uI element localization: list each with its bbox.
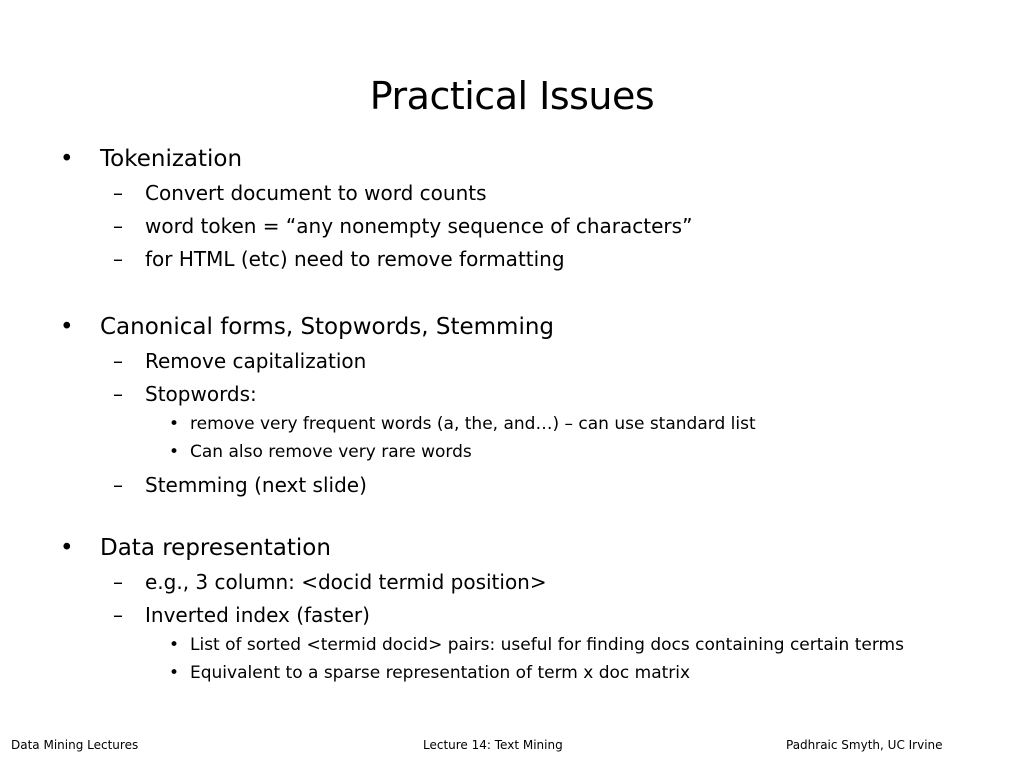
sub-item-text: Stemming (next slide): [145, 473, 367, 497]
small-bullet-marker: •: [169, 414, 180, 434]
sub-sub-item-text: Can also remove very rare words: [190, 442, 472, 462]
slide-title: Practical Issues: [369, 74, 655, 118]
sub-item-text: Inverted index (faster): [145, 603, 370, 627]
sub-item-text: word token = “any nonempty sequence of characters”: [145, 214, 693, 238]
sub-item-text: for HTML (etc) need to remove formatting: [145, 247, 565, 271]
dash-marker: –: [113, 247, 123, 271]
dash-marker: –: [113, 181, 123, 205]
dash-marker: –: [113, 603, 123, 627]
footer-center: Lecture 14: Text Mining: [423, 738, 563, 752]
bullet-marker: •: [60, 535, 74, 561]
sub-item-text: e.g., 3 column: <docid termid position>: [145, 570, 547, 594]
dash-marker: –: [113, 382, 123, 406]
bullet-marker: •: [60, 314, 74, 340]
sub-sub-item-text: remove very frequent words (a, the, and…) – can use standard list: [190, 414, 756, 434]
dash-marker: –: [113, 349, 123, 373]
bullet-marker: •: [60, 146, 74, 172]
footer-left: Data Mining Lectures: [11, 738, 139, 752]
bullet-text: Canonical forms, Stopwords, Stemming: [100, 314, 555, 340]
sub-item-text: Remove capitalization: [145, 349, 367, 373]
dash-marker: –: [113, 214, 123, 238]
dash-marker: –: [113, 570, 123, 594]
footer-right: Padhraic Smyth, UC Irvine: [786, 738, 943, 752]
sub-item-text: Convert document to word counts: [145, 181, 487, 205]
bullet-text: Data representation: [100, 535, 331, 561]
small-bullet-marker: •: [169, 663, 180, 683]
small-bullet-marker: •: [169, 442, 180, 462]
dash-marker: –: [113, 473, 123, 497]
sub-sub-item-text: List of sorted <termid docid> pairs: useful for finding docs containing certain terms: [190, 635, 904, 655]
bullet-text: Tokenization: [100, 146, 243, 172]
small-bullet-marker: •: [169, 635, 180, 655]
sub-sub-item-text: Equivalent to a sparse representation of term x doc matrix: [190, 663, 691, 683]
sub-item-text: Stopwords:: [145, 382, 257, 406]
